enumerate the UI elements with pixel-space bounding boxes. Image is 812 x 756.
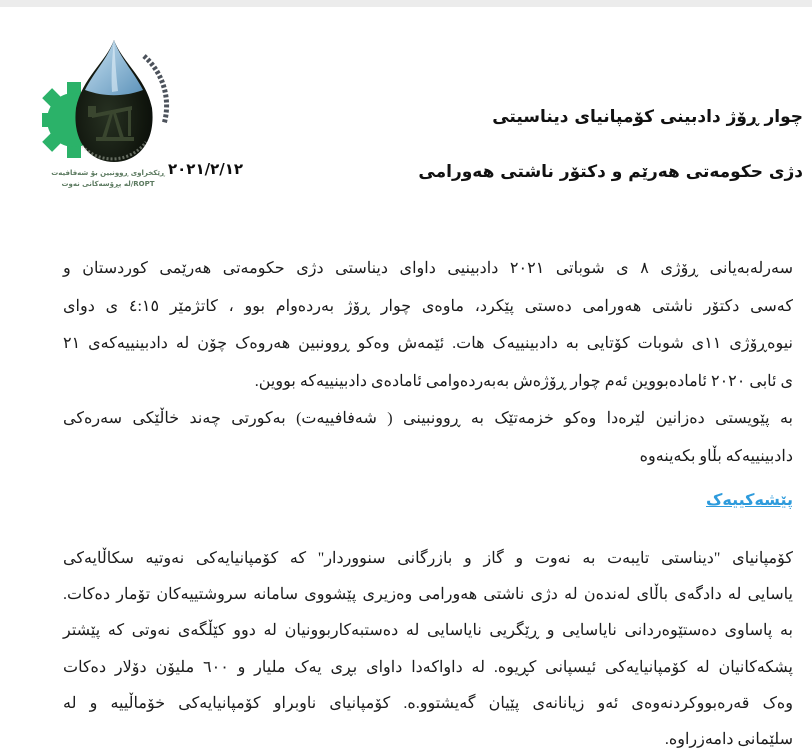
paragraph-1 bbox=[63, 250, 793, 400]
section-heading: پێشەکییەک bbox=[706, 490, 793, 509]
paragraph-2 bbox=[63, 400, 793, 475]
top-strip bbox=[0, 0, 812, 7]
logo-caption bbox=[38, 168, 178, 190]
text-line: کەسی دکتۆر ناشتی هەورامی دەستی پێکرد، ماوەی چوار ڕۆژ بەردەوام بوو ، کاتژمێر ٤:١٥ ی دوای bbox=[63, 297, 794, 315]
text-line: بە پێویستی دەزانین لێرەدا وەکو خزمەتێک بە ڕوونبینی ( شەفافییەت) بەکورتی چەند خاڵێکی سەرەکی bbox=[63, 410, 793, 427]
document-body bbox=[63, 250, 793, 756]
logo-caption-line1: ڕێکخراوی ڕوونبین بۆ شەفافیەت bbox=[51, 169, 165, 177]
document-title bbox=[418, 104, 803, 185]
text-line: سەرلەبەیانی ڕۆژی ٨ ی شوباتی ٢٠٢١ دادبینیی داوای دیناستی دژی حکومەتی هەرێمی کوردستان و bbox=[63, 260, 793, 277]
paragraph-3 bbox=[63, 541, 793, 756]
logo-caption-line2: ROPT/لە پڕۆسەکانی نەوت bbox=[61, 180, 155, 188]
title-line2: دژی حکومەتی هەرێم و دکتۆر ناشتی هەورامی bbox=[418, 162, 803, 182]
text-line: نیوەڕۆژی ١١ی شوبات کۆتایی بە دادبینییەک هات. ئێمەش وەکو ڕوونبین هەروەک چۆن لە دادبینییەکەی ٢١ bbox=[63, 335, 794, 352]
title-line1: چوار ڕۆژ دادبینی کۆمپانیای دیناسیتی bbox=[492, 107, 803, 127]
text-line: یاسایی لە دادگەی باڵای لەندەن لە دژی ناشتی هەورامی وەزیری پێشووی سامانە سروشتییەکان تۆمار دەکات. bbox=[63, 586, 793, 604]
text-line: وەک قەرەبووکردنەوەی ئەو زیانانەی پێیان گەیشتوو.ە. کۆمپانیای ناوبراو کۆمپانیایەکی خۆماڵییە و لە bbox=[63, 694, 794, 712]
org-logo bbox=[38, 36, 178, 190]
document-date: ٢٠٢١/٢/١٢ bbox=[168, 160, 244, 178]
text-line: پشکەکانیان لە کۆمپانیایەکی ئیسپانی کڕیوە. لە داواکەدا داوای بڕی یەک ملیار و ٦٠٠ ملیۆن دۆلار دەکات bbox=[63, 658, 793, 676]
text-line: کۆمپانیای "دیناستی تایبەت بە نەوت و گاز و بازرگانی سنووردار" کە کۆمپانیایەکی نەوتیە سکاڵایەکی bbox=[63, 550, 794, 567]
text-line: بە پاساوی دەستێوەردانی نایاسایی و ڕێگریی نایاسایی لە دەستبەکاربوونیان لە دوو کێڵگەی نەوتی کە پێشتر bbox=[63, 622, 793, 640]
text-line: دادبینییەکە بڵاو بکەینەوە bbox=[639, 447, 793, 465]
text-line: ی ئابی ٢٠٢٠ ئامادەبووین ئەم چوار ڕۆژەش بەبەردەوامی ئامادەی دادبینییەکە بووین. bbox=[254, 372, 793, 390]
text-line: سلێمانی دامەزراوە. bbox=[664, 731, 793, 749]
oil-drop-gear-logo-icon bbox=[42, 36, 174, 166]
